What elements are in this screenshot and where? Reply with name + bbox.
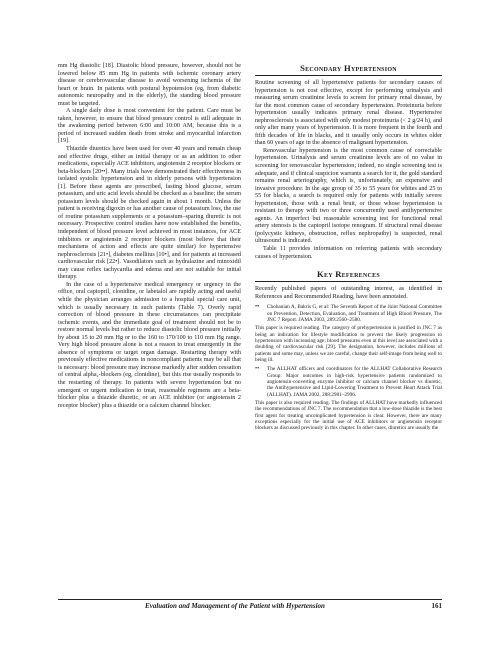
right-column (255, 63, 442, 432)
reference-item (255, 304, 442, 323)
paragraph: A single daily dose is most convenient for the patient. Care must be taken, however, to ensure that blood pressure control is still adequate in the awakening period between 6:00 and 10:00 AM, because this is a period of increased sudden death from stroke and myocardial infarction [19]. (58, 108, 241, 145)
left-column (58, 63, 241, 410)
reference-citation: Chobanian A, Bakris G, et al: The Seventh Report of the Joint National Committee on Prevention, Detection, Evaluation, and Treatment of High Blood Pressure, The JNC 7 Report. JAMA 2003, 289:2560–2580. (267, 304, 442, 323)
paragraph: Table 11 provides information on referring patients with secondary causes of hypertension. (255, 246, 442, 260)
reference-citation: The ALLHAT officers and coordinators for the ALLHAT Collaborative Research Group: Major outcomes in high-risk hypertensive patients randomized to angiotensin-converting enzyme inhibitor or calcium channel blocker vs diuretic, the Antihypertensive and Lipid-Lowering Treatment to Prevent Heart Attack Trial (ALLHAT). JAMA 2002, 288:2981–2996. (267, 366, 442, 398)
page-number: 161 (431, 602, 442, 610)
paragraph: Renovascular hypertension is the most common cause of correctable hypertension. Urinalysis and serum creatinine levels are of no value in screening for renovascular hypertension; indeed, no single screening test is adequate, and if clinical suspicion warrants a search for it, the gold standard remains renal arteriography, which is, unfortunately, an expensive and invasive procedure. In the age group of 35 to 55 years for whites and 25 to 55 for blacks, a search is required only for patients with initially severe hypertension, those with a renal bruit, or those whose hypertension is resistant to therapy with two or three concurrently used antihypertensive agents. An imperfect but reasonable screening test for functional renal artery stenosis is the captopril isotope renogram. If structural renal disease (polycystic kidneys, obstruction, reflux nephropathy) is suspected, renal ultrasound is indicated. (255, 147, 442, 245)
reference-annotation: This paper is required reading. The category of prehypertension is justified in JNC 7 as being an indication for lifestyle modification to prevent the likely progression to hypertension with increasing age; blood pressures even at this level are associated with a doubling of cardiovascular risk [29]. The designation, however, includes millions of patients and some may, unless we are careful, change their self-image from being well to being ill. (255, 325, 442, 363)
paragraph: Thiazide diuretics have been used for over 40 years and remain cheap and effective drugs, either as initial therapy or as an addition to other medications, especially ACE inhibitors, angiotensin 2 receptor blockers or beta-blockers [20••]. Many trials have demonstrated their effectiveness in isolated systolic hypertension and in elderly persons with hypertension [1]. Before these agents are prescribed, fasting blood glucose, serum potassium, and uric acid levels should be checked as a baseline; the serum potassium levels should be checked again in about 1 month. Unless the patient is receiving digoxin or has another cause of potassium loss, the use of routine potassium supplements or a potassium–sparing diuretic is not necessary. Prospective control studies have now established the benefits, independent of blood pressure level achieved in most instances, for ACE inhibitors or angiotensin 2 receptor blockers (most believe that their mechanisms of action and effects are quite similar) for hypertensive nephrosclerosis [21•], diabetes mellitus [10•], and for patients at increased cardiovascular risk [22•]. Vasodilators such as hydralazine and minoxidil may cause reflex tachycardia and edema and are not suitable for initial therapy. (58, 146, 241, 281)
heading-rule (255, 75, 442, 76)
reference-bullet: •• (255, 304, 260, 311)
reference-annotation: This paper is also required reading. The findings of ALLHAT have markedly influenced the recommendations of JNC 7. The recommendation that a low-dose thiazide is the best first agent for treating uncomplicated hypertension is clear. However, there are many exceptions especially for the initial use of ACE inhibitors or angiotensin receptor blockers as discussed previously in this chapter. In other cases, diuretics are usually the (255, 400, 442, 432)
reference-bullet: •• (255, 366, 260, 373)
section-heading-secondary-hypertension: Secondary Hypertension (300, 63, 397, 73)
heading-rule (255, 281, 442, 282)
footer-title: Evaluation and Management of the Patient with Hypertension (145, 602, 325, 610)
paragraph: Routine screening of all hypertensive patients for secondary causes of hypertension is not cost effective, except for performing urinalysis and measuring serum creatinine levels to screen for primary renal disease, by far the most common cause of secondary hypertension. Proteinuria before hypertension usually indicates primary renal disease. Hypertensive nephrosclerosis is associated with only modest proteinuria (< 2 g/24 h), and only after many years of hypertension. It is more frequent in the fourth and fifth decades of life in blacks, and it usually only occurs in whites older than 60 years of age in the absence of malignant hypertension. (255, 80, 442, 147)
section-heading-key-references: Key References (317, 269, 380, 280)
paragraph: In the case of a hypertensive medical emergency or urgency in the office, oral captopril, clonidine, or labetalol are rapidly acting and useful while the physician arranges admission to a hospital special care unit, which is usually necessary in such patients (Table 7). Overly rapid correction of blood pressure in these circumstances can precipitate ischemic events, and the immediate goal of treatment should not be to restore normal levels but rather to reduce diastolic blood pressure initially by about 15 to 20 mm Hg or to the 160 to 170/100 to 110 mm Hg range. Very high blood pressure alone is not a reason to treat emergently in the absence of symptoms or target organ damage. Restarting therapy with previously effective medications in noncompliant patients may be all that is necessary: blood pressure may increase markedly after sudden cessation of central alpha₂-blockers (eg, clonidine), but this rise usually responds to the restarting of therapy. In patients with severe hypertension but no emergent or urgent indication to treat, reasonable regimens are a beta-blocker plus a thiazide diuretic, or an ACE inhibitor (or angiotensin 2 receptor blocker) plus a thiazide or a calcium channel blocker. (58, 281, 241, 409)
reference-item (255, 366, 442, 398)
key-references-intro: Recently published papers of outstanding interest, as identified in References and Recommended Reading, have been annotated. (255, 286, 442, 300)
page-footer (58, 599, 442, 612)
paragraph: mm Hg diastolic [18]. Diastolic blood pressure, however, should not be lowered below 85 mm Hg in patients with ischemic coronary artery disease or cerebrovascular disease to avoid worsening ischemia of the heart or brain. In patients with postural hypotension (eg, from diabetic autonomic neuropathy and in the elderly), the standing blood pressure must be targeted. (58, 63, 241, 107)
